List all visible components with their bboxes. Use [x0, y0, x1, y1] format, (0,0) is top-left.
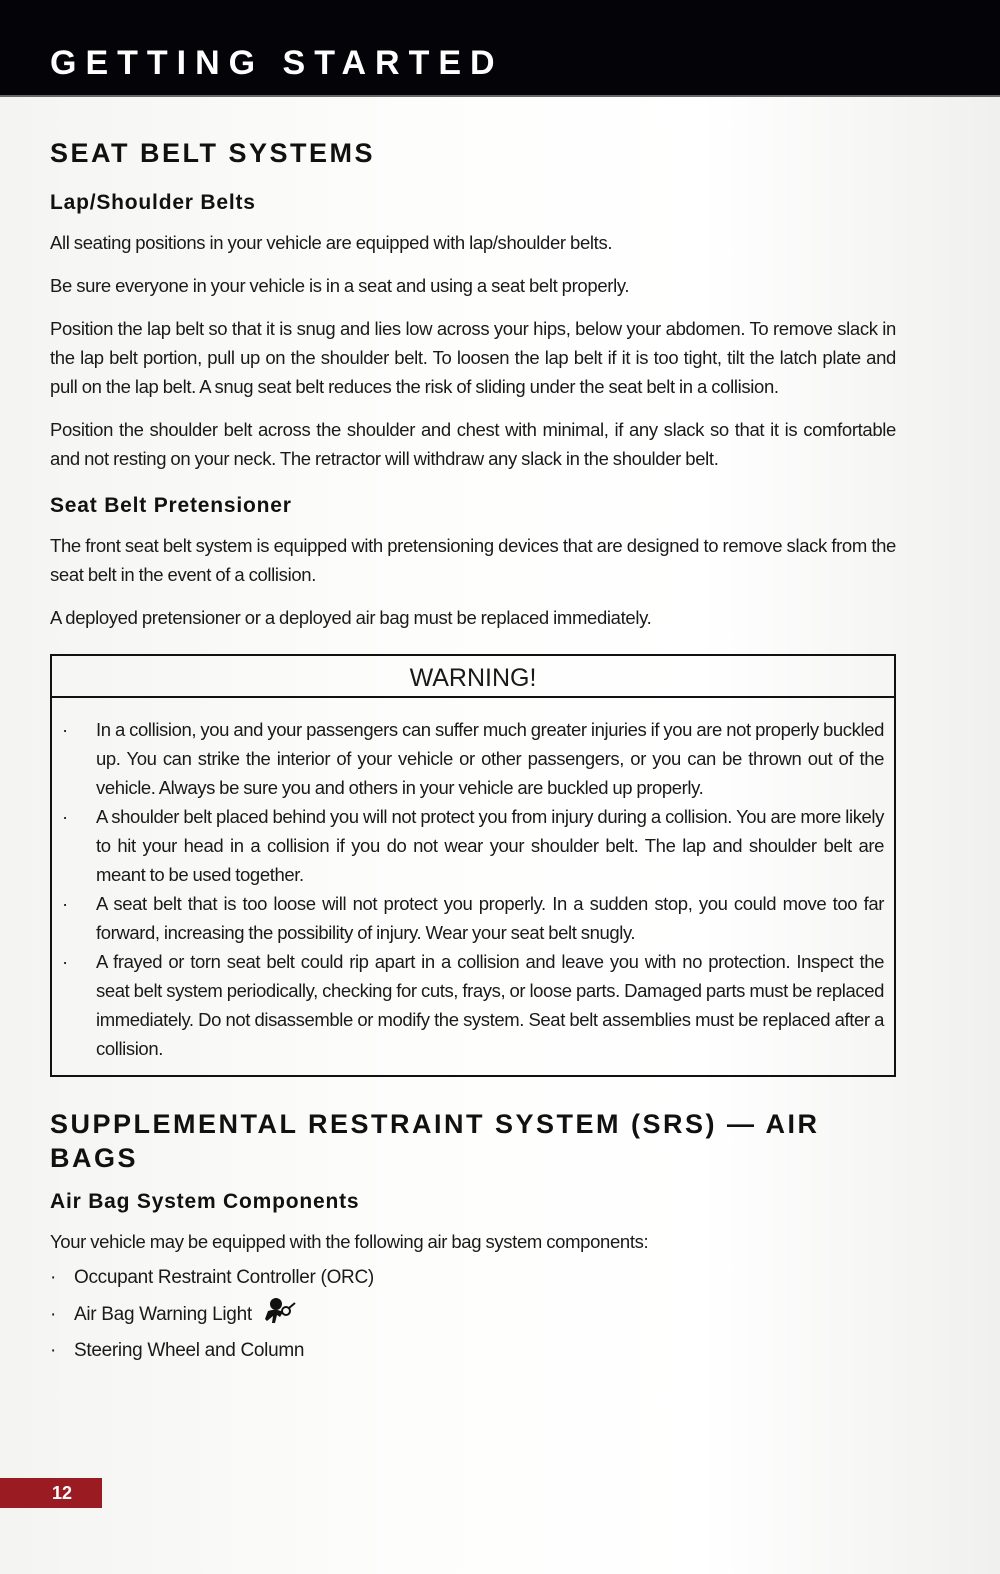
warning-box — [50, 654, 896, 1077]
component-list — [50, 1260, 896, 1370]
paragraph: Position the lap belt so that it is snug and lies low across your hips, below your abdomen. To remove slack in the lap belt portion, pull up on the shoulder belt. To loosen the lap belt if it is too tight, tilt the latch plate and pull on the lap belt. A snug seat belt reduces the risk of sliding under the seat belt in a collision. — [50, 318, 896, 397]
section-title: SUPPLEMENTAL RESTRAINT SYSTEM (SRS) — AIR BAGS — [50, 1109, 820, 1173]
paragraph: Be sure everyone in your vehicle is in a seat and using a seat belt properly. — [50, 275, 630, 296]
paragraph: Position the shoulder belt across the shoulder and chest with minimal, if any slack so that it is comfortable and not resting on your neck. The retractor will withdraw any slack in the shoulder belt. — [50, 419, 896, 469]
subsection-title: Air Bag System Components — [50, 1190, 360, 1213]
paragraph: A deployed pretensioner or a deployed air bag must be replaced immediately. — [50, 607, 652, 628]
paragraph: The front seat belt system is equipped with pretensioning devices that are designed to remove slack from the seat belt in the event of a collision. — [50, 535, 896, 585]
list-item-label: Air Bag Warning Light — [74, 1303, 252, 1325]
list-item-label: Steering Wheel and Column — [74, 1340, 305, 1361]
paragraph: All seating positions in your vehicle are equipped with lap/shoulder belts. — [50, 232, 613, 253]
chapter-title: GETTING STARTED — [50, 44, 504, 82]
warning-item: · In a collision, you and your passengers can suffer much greater injuries if you are not properly buckled up. You can strike the interior of your vehicle or other passengers, or you can be thrown out of the vehicle. Always be sure you and others in your vehicle are buckled up properly. — [96, 715, 884, 802]
subsection-title: Seat Belt Pretensioner — [50, 494, 292, 517]
list-item — [74, 1333, 896, 1370]
paragraph: Your vehicle may be equipped with the following air bag system components: — [50, 1231, 649, 1252]
subsection-title: Lap/Shoulder Belts — [50, 191, 256, 214]
section-title: SEAT BELT SYSTEMS — [50, 138, 376, 168]
chapter-header — [0, 0, 1000, 97]
warning-item: · A shoulder belt placed behind you will not protect you from injury during a collision. You are more likely to hit your head in a collision if you do not wear your shoulder belt. The lap and shoulder belt are meant to be used together. — [96, 802, 884, 889]
page-number: 12 — [0, 1478, 102, 1508]
warning-title: WARNING! — [52, 656, 894, 698]
list-item — [74, 1297, 896, 1334]
list-item-label: Occupant Restraint Controller (ORC) — [74, 1267, 374, 1288]
page-content — [50, 136, 896, 1370]
airbag-warning-icon — [263, 1297, 297, 1325]
warning-item: · A frayed or torn seat belt could rip apart in a collision and leave you with no protection. Inspect the seat belt system periodically, checking for cuts, frays, or loose parts. Damaged parts must be replaced immediately. Do not disassemble or modify the system. Seat belt assemblies must be replaced after a collision. — [96, 947, 884, 1063]
warning-item: · A seat belt that is too loose will not protect you properly. In a sudden stop, you could move too far forward, increasing the possibility of injury. Wear your seat belt snugly. — [96, 889, 884, 947]
list-item — [74, 1260, 896, 1297]
